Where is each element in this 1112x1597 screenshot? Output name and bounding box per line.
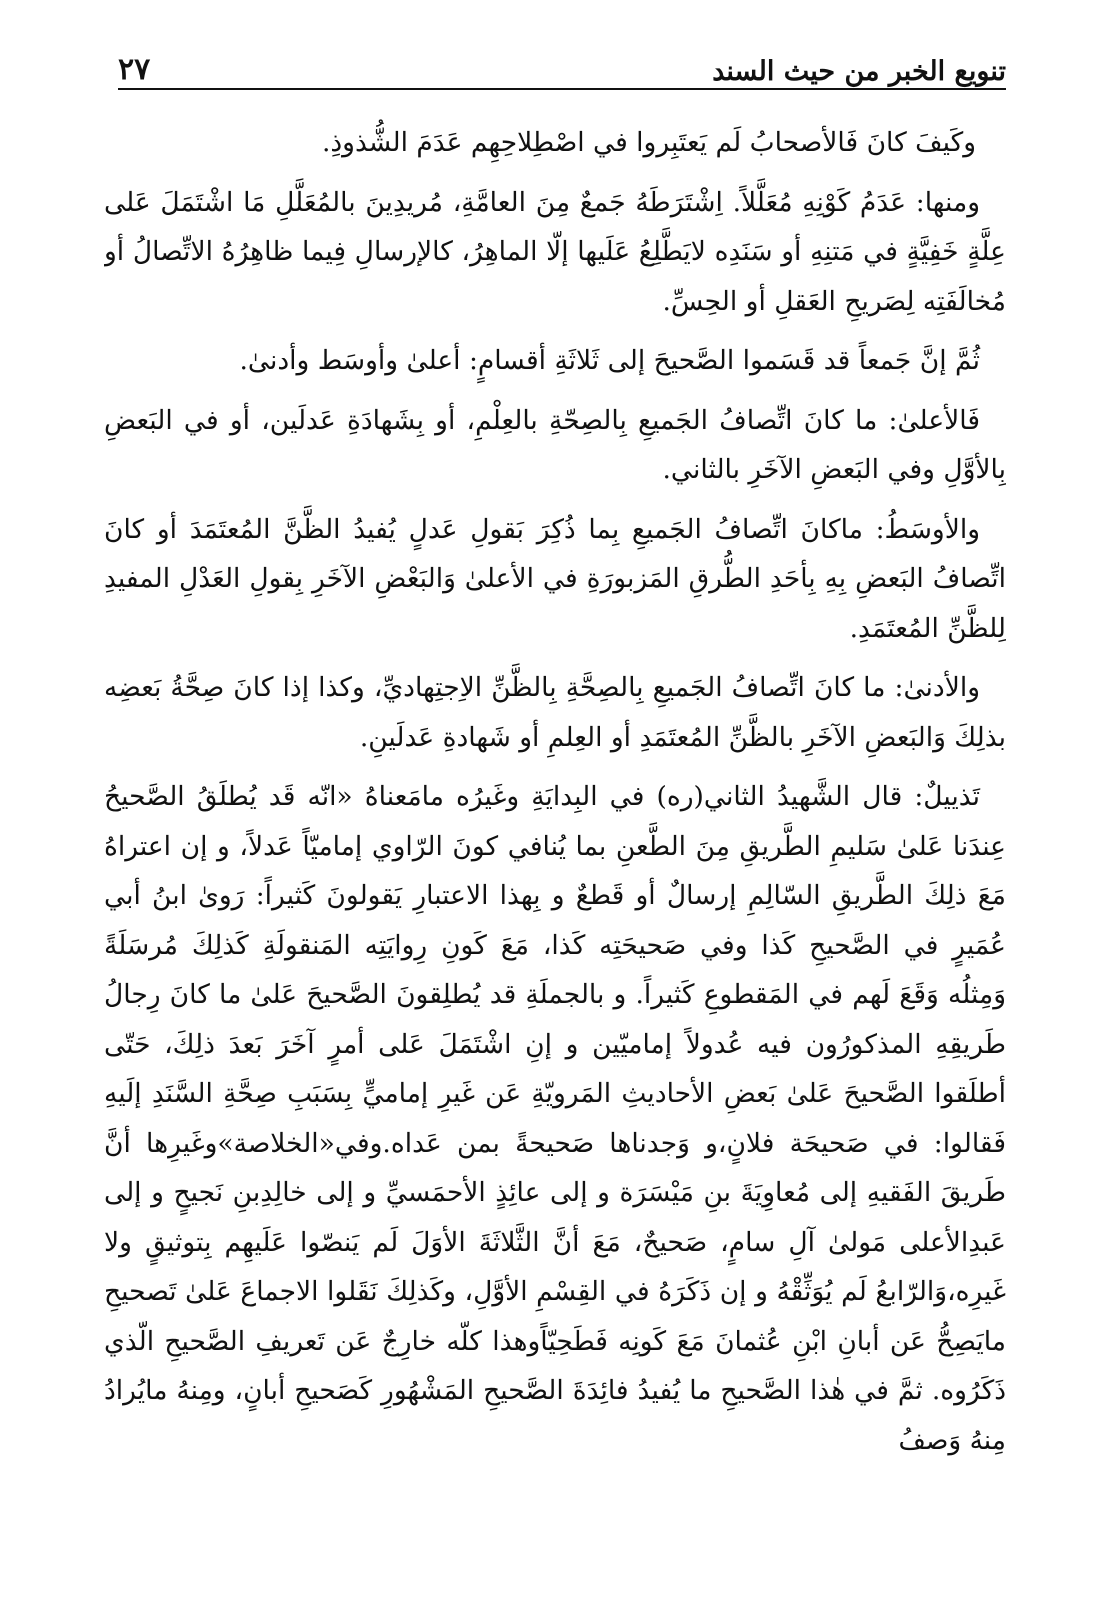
paragraph: وكَيفَ كانَ فَالأصحابُ لَم يَعتَبِروا في اصْطِلاحِهِم عَدَمَ الشُّذوذِ. [321, 127, 976, 158]
paragraph: ثُمَّ إنَّ جَمعاً قد قَسَموا الصَّحيحَ إلى ثَلاثَةِ أقسامٍ: أعلىٰ وأوسَط وأدنىٰ. [239, 345, 980, 376]
paragraph: والأوسَطُ: ماكانَ اتِّصافُ الجَميعِ بِما ذُكِرَ بَقولِ عَدلٍ يُفيدُ الظَّنَّ المُعتَمَدَ أو كانَ اتِّصافُ البَعضِ بِهِ بِأحَدِ الطُّرقِ المَزبورَةِ في الأعلىٰ وَالبَعْضِ الآخَرِ بِقولِ العَدْلِ المفيدِ لِلظَّنِّ المُعتَمَدِ. [104, 513, 1006, 644]
paragraph: تَذييلٌ: قال الشَّهيدُ الثاني(ره) في البِدايَةِ وغَيرُه مامَعناهُ «انّه قَد يُطلَقُ الصَّحيحُ عِندَنا عَلىٰ سَليمِ الطَّريقِ مِنَ الطَّعنِ بما يُنافي كونَ الرّاوي إماميّاً عَدلاً، و إن اعتراهُ مَعَ ذلِكَ الطَّريقِ السّالِمِ إرسالٌ أو قَطعٌ و بِهذا الاعتبارِ يَقولونَ كَثيراً: رَوىٰ ابنُ أبي عُمَيرٍ في الصَّحيحِ كَذا وفي صَحيحَتِه كَذا، مَعَ كَونِ رِوايَتِه المَنقولَةِ كَذلِكَ مُرسَلَةً وَمِثلُه وَقَعَ لَهم في المَقطوعِ كَثيراً. و بالجملَةِ قد يُطلِقونَ الصَّحيحَ عَلىٰ ما كانَ رِجالُ طَريقِهِ المذكورُون فيه عُدولاً إماميّين و إنِ اشْتَمَلَ عَلى أمرٍ آخَرَ بَعدَ ذلِكَ، حَتّى أطلَقوا الصَّحيحَ عَلىٰ بَعضِ الأحاديثِ المَرويّةِ عَن غَيرِ إماميٍّ بِسَبَبِ صِحَّةِ السَّنَدِ إلَيهِ فَقالوا: في صَحيحَة فلانٍ،و وَجدناها صَحيحةً بمن عَداه.وفي«الخلاصة»وغَيرِها أنَّ طَريقَ الفَقيهِ إلى مُعاوِيَةَ بنِ مَيْسَرَة و إلى عائِذٍ الأحمَسيِّ و إلى خالِدِبنِ نَجيحٍ و إلى عَبدِالأعلى مَولىٰ آلِ سامٍ، صَحيحٌ، مَعَ أنَّ الثَّلاثَةَ الأوَلَ لَم يَنصّوا عَلَيهِم بِتوثيقٍ ولا غَيرِه،وَالرّابعُ لَم يُوَثِّقْهُ و إن ذَكَرَهُ في القِسْمِ الأوَّلِ، وكَذلِكَ نَقَلوا الاجماعَ عَلىٰ تَصحيحِ مايَصِحُّ عَن أبانِ ابْنِ عُثمانَ مَعَ كَونِه فَطَحِيّاًوهذا كلّه خارِجٌ عَن تَعريفِ الصَّحيحِ الّذي ذَكَرُوه. ثمَّ في هٰذا الصَّحيحِ ما يُفيدُ فائِدَةَ الصَّحيحِ المَشْهُورِ كَصَحيحِ أبانٍ، ومِنهُ مايُرادُ مِنهُ وَصفُ [104, 781, 1006, 1456]
paragraph: ومنها: عَدَمُ كَوْنِهِ مُعَلَّلاً. اِشْتَرَطَهُ جَمعٌ مِنَ العامَّةِ، مُريدِينَ بالمُعَلَّلِ مَا اشْتَمَلَ عَلى عِلَّةٍ خَفِيَّةٍ في مَتنِهِ أو سَنَدِه لايَطَّلِعُ عَلَيها إلّا الماهِرُ، كالإرسالِ فِيما ظاهِرُهُ الاتِّصالُ أو مُخالَفَتِه لِصَريحِ العَقلِ أو الحِسِّ. [104, 186, 1006, 317]
header-rule [118, 88, 1006, 90]
page-number: ٢٧ [118, 52, 151, 87]
paragraph: فَالأعلىٰ: ما كانَ اتِّصافُ الجَميعِ بِالصِحّةِ بالعِلْمِ، أو بِشَهادَةِ عَدلَين، أو في البَعضِ بِالأوَّلِ وفي البَعضِ الآخَرِ بالثاني. [104, 404, 1006, 485]
running-title: تنويع الخبر من حيث السند [712, 55, 1006, 87]
page-body [104, 118, 1006, 1558]
paragraph: والأدنىٰ: ما كانَ اتِّصافُ الجَميعِ بِالصِحَّةِ بِالظَّنِّ الاِجتِهاديِّ، وكذا إذا كانَ صِحَّةُ بَعضِه بذلِكَ وَالبَعضِ الآخَرِ بالظَّنِّ المُعتَمَدِ أو العِلمِ أو شَهادةِ عَدلَينِ. [104, 672, 1006, 753]
page-header [118, 36, 1006, 88]
